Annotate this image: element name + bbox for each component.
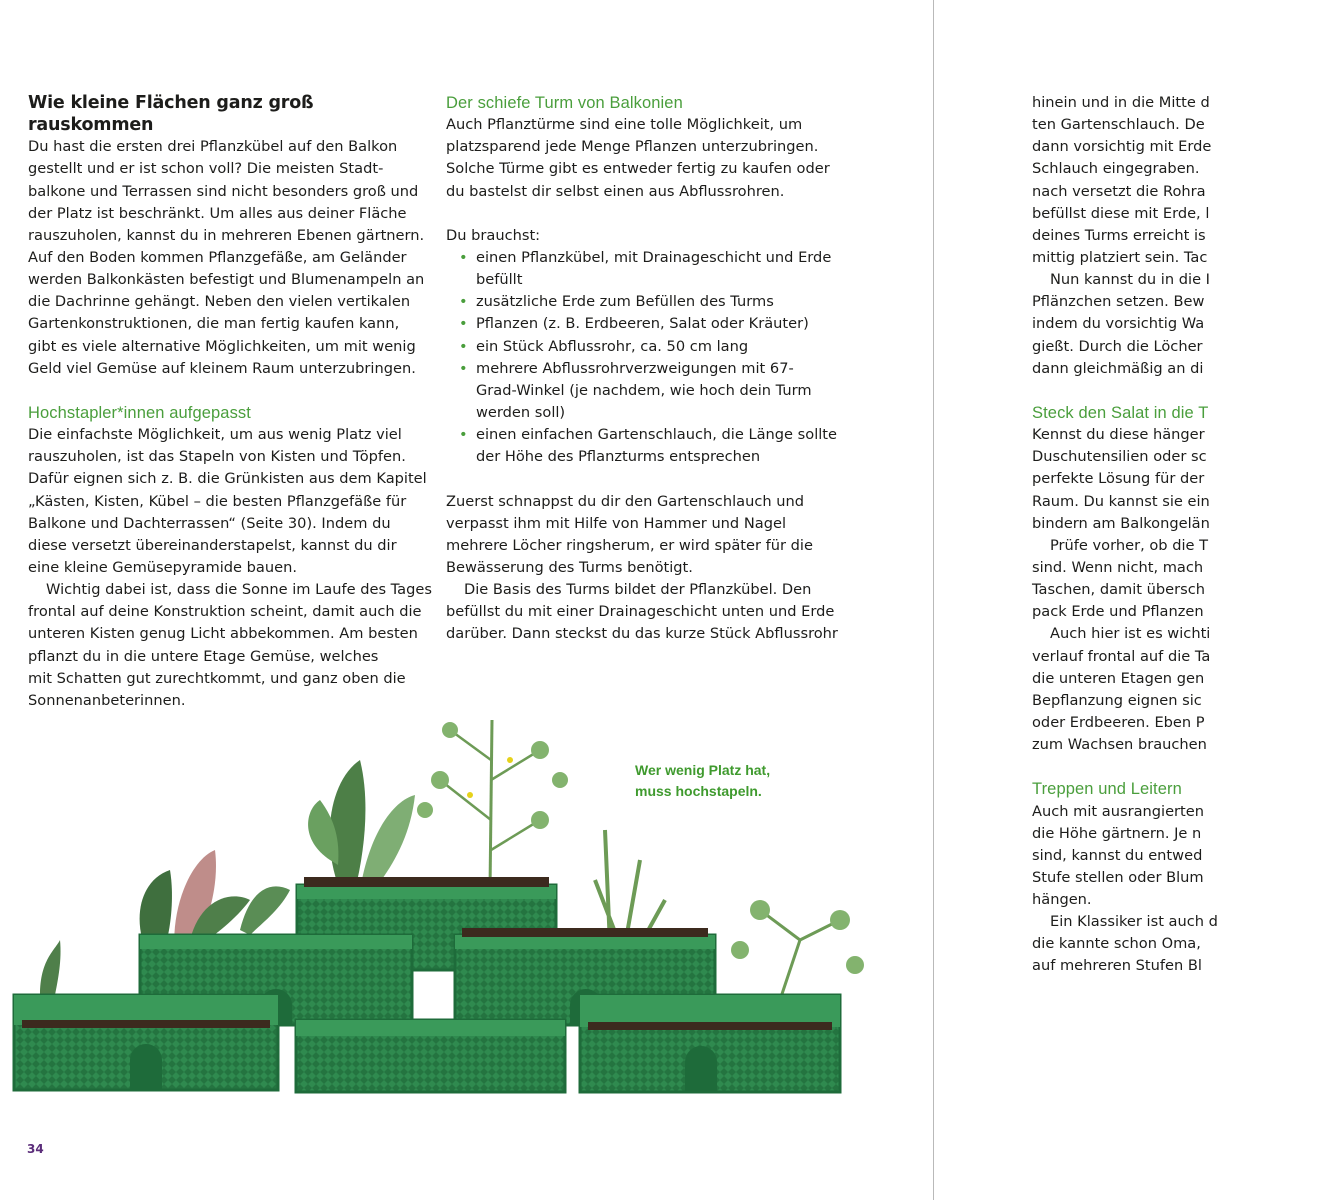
text-line: rauszuholen, kannst du in mehreren Ebenen gärtnern. [28,226,425,244]
text-line: Schlauch eingegraben. [1032,160,1200,178]
text-line: Stufe stellen oder Blum [1032,868,1204,886]
paragraph-line: Die Basis des Turms bildet der Pflanzkübel. Den [464,581,812,599]
text-line: Dafür eignen sich z. B. die Grünkisten aus dem Kapitel [28,470,427,488]
section-heading: Wie kleine Flächen ganz groß [28,93,314,113]
bullet-icon: • [459,359,468,377]
text-line: werden Balkonkästen befestigt und Blumenampeln an [28,271,425,289]
bullet-icon: • [459,315,468,333]
paragraph-gap [446,468,846,490]
subheading: Steck den Salat in die T [1032,403,1209,422]
text-line: oder Erdbeeren. Eben P [1032,713,1205,731]
text-line: Bewässerung des Turms benötigt. [446,558,693,576]
caption-line: muss hochstapeln. [635,783,762,799]
text-line: Sonnenanbeterinnen. [28,691,186,709]
text-line: Auch mit ausrangierten [1032,802,1205,820]
paragraph-line: Auch hier ist es wichti [1050,625,1211,643]
text-line: der Platz ist beschränkt. Um alles aus deiner Fläche [28,204,407,222]
paragraph-line: Nun kannst du in die I [1050,271,1210,289]
text-line: platzsparend jede Menge Pflanzen unterzubringen. [446,138,819,156]
text-line: sind, kannst du entwed [1032,846,1203,864]
crate-bottom-right [580,995,840,1092]
text-line: zum Wachsen brauchen [1032,736,1207,754]
list-item-text: einen einfachen Gartenschlauch, die Länge sollte [476,426,838,444]
list-item [446,291,846,313]
list-item-continuation: befüllt [476,271,523,289]
paragraph-gap [1032,380,1332,402]
text-line: bindern am Balkongelän [1032,514,1210,532]
text-line: Die einfachste Möglichkeit, um aus wenig Platz viel [28,426,402,444]
page-gutter-divider [933,0,934,1200]
list-item-continuation: Grad-Winkel (je nachdem, wie hoch dein Turm [476,381,812,399]
text-line: Kennst du diese hänger [1032,426,1205,444]
text-line: mehrere Löcher ringsherum, er wird später für die [446,536,813,554]
text-line: gibt es viele alternative Möglichkeiten, um mit wenig [28,337,416,355]
text-line: pflanzt du in die untere Etage Gemüse, welches [28,647,379,665]
bullet-icon: • [459,426,468,444]
section-heading: rauskommen [28,115,154,136]
crate-bottom-middle [296,1020,565,1092]
list-item [446,336,846,358]
text-line: die Höhe gärtnern. Je n [1032,824,1202,842]
text-line: Balkone und Dachterrassen“ (Seite 30). Indem du [28,514,391,532]
text-line: dann vorsichtig mit Erde [1032,138,1212,156]
paragraph-gap [1032,756,1332,778]
crate-bottom-left [14,995,278,1090]
text-line: darüber. Dann steckst du das kurze Stück Abflussrohr [446,625,838,643]
list-item-text: zusätzliche Erde zum Befüllen des Turms [476,293,774,311]
bullet-icon: • [459,293,468,311]
list-item-text: mehrere Abflussrohrverzweigungen mit 67- [476,359,794,377]
subheading: Treppen und Leitern [1032,780,1182,799]
list-item-continuation: der Höhe des Pflanzturms entsprechen [476,448,761,466]
text-line: die kannte schon Oma, [1032,935,1201,953]
text-line: die unteren Etagen gen [1032,669,1205,687]
text-line: frontal auf deine Konstruktion scheint, damit auch die [28,603,422,621]
left-column [28,92,432,712]
list-item-text: einen Pflanzkübel, mit Drainageschicht und Erde [476,248,832,266]
subheading: Der schiefe Turm von Balkonien [446,94,683,112]
text-line: indem du vorsichtig Wa [1032,315,1205,333]
text-line: perfekte Lösung für der [1032,470,1205,488]
text-line: Du hast die ersten drei Pflanzkübel auf den Balkon [28,138,398,156]
list-item-text: Pflanzen (z. B. Erdbeeren, Salat oder Kräuter) [476,315,809,333]
text-line: Geld viel Gemüse auf kleinem Raum unterzubringen. [28,359,416,377]
text-line: Du brauchst: [446,226,541,244]
text-line: gießt. Durch die Löcher [1032,337,1203,355]
list-item-text: ein Stück Abflussrohr, ca. 50 cm lang [476,337,749,355]
text-line: nach versetzt die Rohra [1032,182,1206,200]
paragraph-gap [446,203,846,225]
text-line: hinein und in die Mitte d [1032,94,1210,111]
text-line: pack Erde und Pflanzen [1032,603,1204,621]
text-line: gestellt und er ist schon voll? Die meisten Stadt- [28,160,384,178]
text-line: Solche Türme gibt es entweder fertig zu kaufen oder [446,160,830,178]
text-line: eine kleine Gemüsepyramide bauen. [28,558,297,576]
text-line: Zuerst schnappst du dir den Gartenschlauch und [446,492,804,510]
paragraph-line: Wichtig dabei ist, dass die Sonne im Laufe des Tages [46,581,432,599]
text-line: sind. Wenn nicht, mach [1032,558,1204,576]
text-line: deines Turms erreicht is [1032,226,1206,244]
paragraph-line: Prüfe vorher, ob die T [1050,536,1209,554]
text-line: verpasst ihm mit Hilfe von Hammer und Nagel [446,514,786,532]
text-line: Auch Pflanztürme sind eine tolle Möglichkeit, um [446,116,803,134]
text-line: ten Gartenschlauch. De [1032,116,1205,134]
text-line: diese versetzt übereinanderstapelst, kannst du dir [28,536,397,554]
list-item-continuation: werden soll) [476,403,566,421]
bullet-icon: • [459,337,468,355]
text-line: Raum. Du kannst sie ein [1032,492,1210,510]
list-item [446,247,846,269]
right-column [1032,92,1332,978]
text-line: befüllst du mit einer Drainageschicht unten und Erde [446,603,835,621]
text-line: hängen. [1032,891,1092,909]
paragraph-line: Ein Klassiker ist auch d [1050,913,1218,931]
middle-column [446,92,846,646]
text-line: verlauf frontal auf die Ta [1032,647,1211,665]
text-line: befüllst diese mit Erde, l [1032,204,1210,222]
paragraph-gap [28,380,428,402]
bullet-icon: • [459,248,468,266]
stacked-crates-illustration [0,700,900,1100]
list-item [446,358,846,380]
page-number: 34 [27,1142,44,1156]
list-item [446,313,846,335]
text-line: „Kästen, Kisten, Kübel – die besten Pflanzgefäße für [28,492,407,510]
text-line: mittig platziert sein. Tac [1032,248,1208,266]
caption-line: Wer wenig Platz hat, [635,762,771,778]
text-line: Bepflanzung eignen sic [1032,691,1202,709]
text-line: Auf den Boden kommen Pflanzgefäße, am Geländer [28,248,407,266]
text-line: auf mehreren Stufen Bl [1032,957,1202,975]
text-line: balkone und Terrassen sind nicht besonders groß und [28,182,419,200]
text-line: du bastelst dir selbst einen aus Abflussrohren. [446,182,785,200]
text-line: Pflänzchen setzen. Bew [1032,293,1205,311]
text-line: Gartenkonstruktionen, die man fertig kaufen kann, [28,315,400,333]
list-item [446,424,846,446]
text-line: mit Schatten gut zurechtkommt, und ganz oben die [28,669,406,687]
text-line: die Dachrinne gehängt. Neben den vielen vertikalen [28,293,411,311]
crates [14,877,840,1092]
text-line: rauszuholen, ist das Stapeln von Kisten und Töpfen. [28,448,406,466]
text-line: unteren Kisten genug Licht abbekommen. Am besten [28,625,418,643]
text-line: dann gleichmäßig an di [1032,359,1204,377]
text-line: Taschen, damit übersch [1032,581,1206,599]
subheading: Hochstapler*innen aufgepasst [28,403,251,422]
text-line: Duschutensilien oder sc [1032,448,1207,466]
